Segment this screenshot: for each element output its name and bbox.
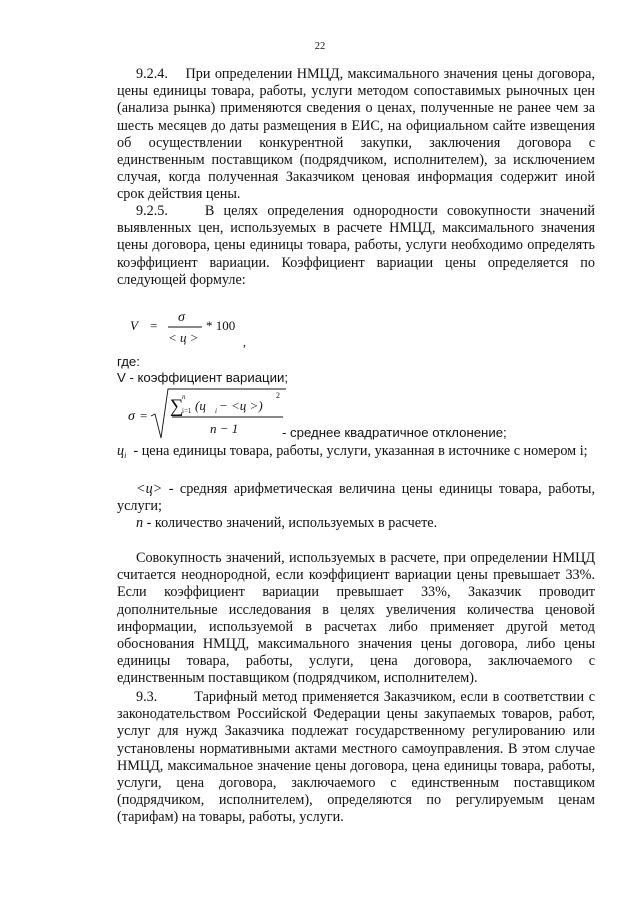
- mean-text: - средняя арифметическая величина цены единицы товара, работы, услуги;: [117, 481, 595, 515]
- paragraph-9-2-5: 9.2.5. В целях определения однородности совокупности значений выявленных цен, используемых в расчете НМЦД, максимального значения цены договора, цены единицы товара, работы, услуги необходимо определять коэффициент вариации. Коэффициент вариации цены определяется по следующей формуле:: [117, 203, 595, 288]
- definition-n: [117, 515, 595, 532]
- definition-ci: [117, 443, 595, 464]
- paragraph-9-3: 9.3. Тарифный метод применяется Заказчиком, если в соответствии с законодательством Российской Федерации цены закупаемых товаров, работ, услуг для нужд Заказчика подлежат государственному регулированию или установлены нормативными актами местного самоуправления. В этом случае НМЦД, максимальное значение цены договора, цена единицы товара, работы, услуги, цена договора, заключаемого с единственным поставщиком (подрядчиком, исполнителем), определяются по регулируемым ценам (тарифам) на товары, работы, услуги.: [117, 689, 595, 826]
- definition-mean: [117, 481, 595, 515]
- n-text: - количество значений, используемых в расчете.: [143, 515, 438, 531]
- formula-v-comma: ,: [243, 335, 246, 349]
- formula-sum-lower: i=1: [182, 407, 192, 415]
- formula-sigma-denominator: n − 1: [210, 421, 239, 436]
- formula-variation-coefficient: [130, 306, 310, 350]
- ci-subscript: i: [124, 451, 127, 460]
- formula-sigma-power: 2: [276, 391, 280, 400]
- ci-symbol: ц: [117, 443, 125, 459]
- ci-text: - цена единицы товара, работы, услуги, указанная в источнике с номером i;: [126, 443, 588, 459]
- paragraph-homogeneity: Совокупность значений, используемых в расчете, при определении НМЦД считается неоднородной, если коэффициент вариации цены превышает 33%. Если коэффициент вариации превышает 33%, Заказчик проводит дополнительные исследования в целях увеличения количества ценовой информации, используемой в расчетах либо применяет другой метод обоснования НМЦД, максимального значения цены договора, либо цены единицы товара, работы, услуги, цена договора, заключаемого с единственным поставщиком (подрядчиком, исполнителем).: [117, 550, 595, 687]
- n-symbol: n: [136, 515, 144, 531]
- formula-sigma-num-body: (ц: [195, 398, 206, 413]
- formula-v-eq: =: [150, 318, 158, 333]
- formula-sum-upper: n: [182, 393, 186, 401]
- formula-v-numerator: σ: [178, 310, 185, 325]
- formula-sigma-num-rest: − <ц >): [219, 398, 263, 413]
- formula-sigma-eq: =: [140, 408, 148, 423]
- formula-sum-sign: ∑: [170, 396, 184, 417]
- sigma-description: - среднее квадратичное отклонение;: [282, 425, 507, 440]
- formula-v-lhs: V: [130, 318, 138, 333]
- formula-v-times: * 100: [206, 318, 236, 333]
- formula-sigma-num-sub: i: [215, 407, 217, 415]
- formula-sigma-lhs: σ: [128, 409, 135, 424]
- paragraph-9-2-4: 9.2.4. При определении НМЦД, максимального значения цены договора, цены единицы товара, работы, услуги методом сопоставимых рыночных цен (анализа рынка) применяются сведения о ценах, полученные не ранее чем за шесть месяцев до даты размещения в ЕИС, на официальном сайте извещения об осуществлении конкурентной закупки, заключения договора с единственным поставщиком (подрядчиком, исполнителем), за исключением случая, когда полученная Заказчиком ценовая информация содержит иной срок действия цены.: [117, 66, 595, 203]
- where-label: где:: [117, 354, 140, 369]
- page-number: 22: [314, 41, 326, 52]
- formula-standard-deviation: [128, 386, 288, 442]
- mean-symbol: <ц>: [136, 481, 163, 497]
- v-definition: V - коэффициент вариации;: [117, 370, 288, 385]
- formula-v-denominator: < ц >: [168, 330, 199, 345]
